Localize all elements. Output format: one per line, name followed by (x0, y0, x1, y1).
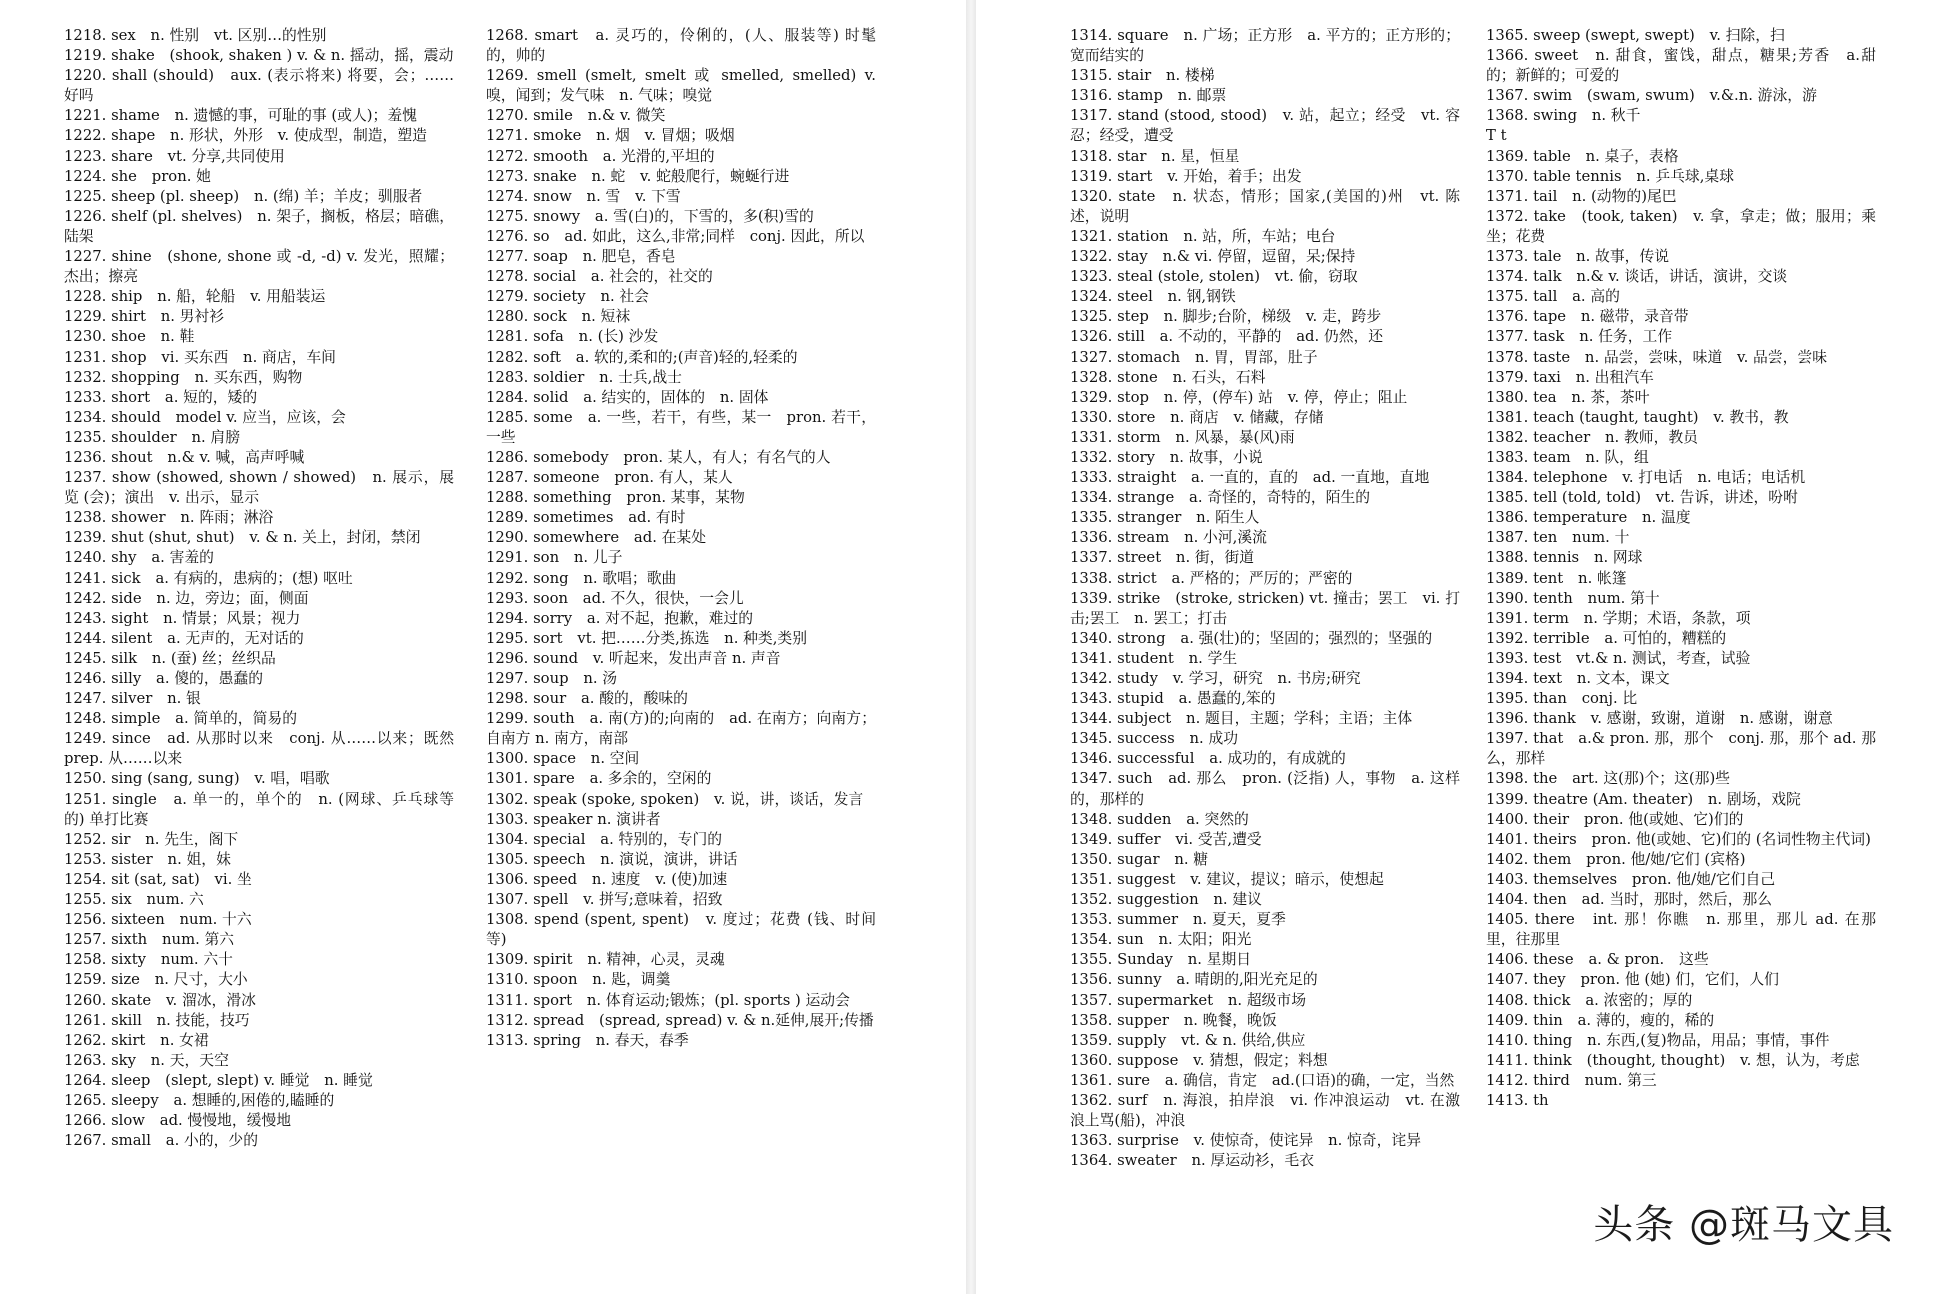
vocab-entry: 1388. tennis n. 网球 (1486, 549, 1643, 567)
vocab-entry: 1323. steal (stole, stolen) vt. 偷，窃取 (1070, 268, 1358, 286)
vocab-entry: 1293. soon ad. 不久，很快，一会儿 (486, 589, 744, 607)
vocab-entry: 1283. soldier n. 士兵,战士 (486, 368, 682, 386)
vocab-entry: 1236. shout n.& v. 喊，高声呼喊 (64, 448, 305, 466)
vocab-entry: 1332. story n. 故事，小说 (1070, 448, 1263, 466)
vocab-entry: 1363. surprise v. 使惊奇，使诧异 n. 惊奇，诧异 (1070, 1132, 1421, 1150)
vocab-entry: 1284. solid a. 结实的，固体的 n. 固体 (486, 388, 769, 406)
vocab-entry: 1349. suffer vi. 受苦,遭受 (1070, 830, 1262, 848)
vocab-entry: 1229. shirt n. 男衬衫 (64, 308, 225, 326)
vocab-entry: 1389. tent n. 帐篷 (1486, 569, 1627, 587)
vocab-entry: 1324. steel n. 钢,钢铁 (1070, 288, 1236, 306)
vocab-entry: 1406. these a. & pron. 这些 (1486, 951, 1709, 969)
vocab-entry: 1313. spring n. 春天，春季 (486, 1031, 689, 1049)
vocab-entry: 1351. suggest v. 建议，提议；暗示，使想起 (1070, 870, 1384, 888)
vocab-entry: 1402. them pron. 他/她/它们 (宾格) (1486, 850, 1746, 868)
vocab-entry: 1353. summer n. 夏天，夏季 (1070, 911, 1286, 929)
vocab-entry: 1264. sleep (slept, slept) v. 睡觉 n. 睡觉 (64, 1071, 373, 1089)
vocab-entry: 1278. social a. 社会的，社交的 (486, 268, 713, 286)
vocab-entry: 1271. smoke n. 烟 v. 冒烟；吸烟 (486, 127, 735, 145)
vocab-entry: 1301. spare a. 多余的，空闲的 (486, 770, 712, 788)
vocab-entry: 1286. somebody pron. 某人，有人；有名气的人 (486, 448, 831, 466)
vocab-entry: 1295. sort vt. 把……分类,拣选 n. 种类,类别 (486, 629, 808, 647)
vocab-entry: 1274. snow n. 雪 v. 下雪 (486, 187, 681, 205)
vocab-entry: 1344. subject n. 题目，主题；学科；主语；主体 (1070, 710, 1413, 728)
vocab-entry: 1360. suppose v. 猜想，假定；料想 (1070, 1051, 1328, 1069)
vocab-entry: 1390. tenth num. 第十 (1486, 589, 1660, 607)
vocab-entry: 1374. talk n.& v. 谈话，讲话，演讲，交谈 (1486, 268, 1788, 286)
vocab-entry: 1339. strike (stroke, stricken) vt. 撞击；罢工 vi. 打击;罢工 n. 罢工；打击 (1070, 589, 1460, 627)
vocab-entry: 1350. sugar n. 糖 (1070, 850, 1209, 868)
vocab-entry: 1239. shut (shut, shut) v. & n. 关上，封闭，禁闭 (64, 529, 421, 547)
vocab-entry: 1368. swing n. 秋千 (1486, 107, 1641, 125)
vocab-entry: 1329. stop n. 停，(停车) 站 v. 停，停止；阻止 (1070, 388, 1408, 406)
vocab-entry: 1337. street n. 街，街道 (1070, 549, 1255, 567)
vocab-entry: 1314. square n. 广场；正方形 a. 平方的；正方形的；宽而结实的 (1070, 27, 1460, 65)
vocab-entry: 1273. snake n. 蛇 v. 蛇般爬行，蜿蜒行进 (486, 167, 790, 185)
vocab-entry: 1328. stone n. 石头，石料 (1070, 368, 1266, 386)
vocab-entry: 1220. shall (should) aux. (表示将来) 将要，会；……好吗 (64, 67, 454, 105)
vocab-entry: 1262. skirt n. 女裙 (64, 1031, 209, 1049)
vocab-entry: 1379. taxi n. 出租汽车 (1486, 368, 1654, 386)
vocab-entry: 1391. term n. 学期；术语，条款，项 (1486, 609, 1751, 627)
vocab-entry: 1279. society n. 社会 (486, 288, 649, 306)
vocab-entry: 1394. text n. 文本，课文 (1486, 670, 1670, 687)
vocab-entry: 1260. skate v. 溜冰，滑冰 (64, 991, 256, 1009)
vocab-entry: 1231. shop vi. 买东西 n. 商店，车间 (64, 348, 336, 366)
vocab-entry: 1266. slow ad. 慢慢地，缓慢地 (64, 1112, 292, 1130)
vocab-entry: 1326. still a. 不动的，平静的 ad. 仍然，还 (1070, 328, 1384, 346)
vocab-entry: 1316. stamp n. 邮票 (1070, 87, 1227, 105)
vocab-entry: 1408. thick a. 浓密的；厚的 (1486, 991, 1693, 1009)
vocab-entry: 1384. telephone v. 打电话 n. 电话；电话机 (1486, 469, 1806, 487)
vocab-entry: 1233. short a. 短的，矮的 (64, 388, 258, 406)
vocab-entry: 1365. sweep (swept, swept) v. 扫除，扫 (1486, 27, 1785, 44)
vocab-entry: 1330. store n. 商店 v. 储藏，存储 (1070, 408, 1324, 426)
vocab-entry: 1298. sour a. 酸的，酸味的 (486, 690, 688, 708)
vocab-entry: 1352. suggestion n. 建议 (1070, 891, 1262, 909)
right-page-column-1 (1070, 26, 1460, 1171)
vocab-entry: 1258. sixty num. 六十 (64, 951, 233, 969)
vocab-entry: 1398. the art. 这(那)个；这(那)些 (1486, 770, 1731, 788)
vocab-entry: 1270. smile n.& v. 微笑 (486, 107, 666, 125)
page-gutter (966, 0, 976, 1294)
vocab-entry: 1306. speed n. 速度 v. (使)加速 (486, 870, 728, 888)
vocab-entry: 1362. surf n. 海浪，拍岸浪 vi. 作冲浪运动 vt. 在激浪上骂(船)，冲浪 (1070, 1091, 1460, 1130)
vocab-entry: 1303. speaker n. 演讲者 (486, 810, 661, 828)
vocab-entry: 1281. sofa n. (长) 沙发 (486, 328, 659, 346)
vocab-entry: 1399. theatre (Am. theater) n. 剧场，戏院 (1486, 790, 1801, 808)
vocab-entry: 1315. stair n. 楼梯 (1070, 67, 1215, 85)
vocab-entry: 1356. sunny a. 晴朗的,阳光充足的 (1070, 971, 1318, 989)
vocab-entry: 1256. sixteen num. 十六 (64, 911, 252, 929)
vocab-entry: 1261. skill n. 技能，技巧 (64, 1011, 250, 1029)
vocab-entry: 1228. ship n. 船，轮船 v. 用船装运 (64, 288, 326, 306)
vocab-entry: 1291. son n. 儿子 (486, 549, 623, 567)
vocab-entry: 1312. spread (spread, spread) v. & n.延伸,展开;传播 (486, 1011, 874, 1029)
vocab-entry: 1282. soft a. 软的,柔和的;(声音)轻的,轻柔的 (486, 348, 798, 366)
vocab-entry: 1403. themselves pron. 他/她/它们自己 (1486, 870, 1776, 888)
vocab-entry: 1230. shoe n. 鞋 (64, 328, 195, 346)
vocab-entry: 1224. she pron. 她 (64, 167, 211, 185)
vocab-entry: 1364. sweater n. 厚运动衫，毛衣 (1070, 1152, 1314, 1170)
vocab-entry: 1407. they pron. 他 (她) 们，它们，人们 (1486, 971, 1779, 989)
vocab-entry: 1254. sit (sat, sat) vi. 坐 (64, 870, 252, 888)
vocab-entry: 1385. tell (told, told) vt. 告诉，讲述，吩咐 (1486, 489, 1798, 507)
vocab-entry: 1309. spirit n. 精神，心灵，灵魂 (486, 951, 725, 969)
vocab-entry: 1296. sound v. 听起来，发出声音 n. 声音 (486, 649, 781, 667)
vocab-entry: 1305. speech n. 演说，演讲，讲话 (486, 850, 738, 868)
vocab-entry: 1310. spoon n. 匙，调羹 (486, 971, 671, 989)
vocab-entry: 1287. someone pron. 有人，某人 (486, 469, 733, 487)
vocab-entry: 1333. straight a. 一直的，直的 ad. 一直地，直地 (1070, 469, 1430, 487)
vocab-entry: 1320. state n. 状态，情形；国家,(美国的)州 vt. 陈述，说明 (1070, 187, 1460, 225)
vocab-entry: 1342. study v. 学习，研究 n. 书房;研究 (1070, 670, 1361, 687)
vocab-entry: 1322. stay n.& vi. 停留，逗留，呆;保持 (1070, 248, 1356, 266)
left-page-column-1 (64, 26, 469, 1151)
vocab-entry: 1243. sight n. 情景；风景；视力 (64, 609, 301, 627)
vocab-entry: 1334. strange a. 奇怪的，奇特的，陌生的 (1070, 489, 1371, 507)
vocab-entry: 1276. so ad. 如此，这么,非常;同样 conj. 因此，所以 (486, 227, 865, 245)
vocab-entry: 1249. since ad. 从那时以来 conj. 从……以来；既然 prep. 从……以来 (64, 730, 469, 768)
vocab-entry: 1245. silk n. (蚕) 丝；丝织品 (64, 649, 276, 667)
vocab-entry: 1319. start v. 开始，着手；出发 (1070, 167, 1302, 185)
right-page (976, 0, 1936, 1294)
vocab-entry: 1411. think (thought, thought) v. 想，认为，考虑 (1486, 1051, 1860, 1069)
vocab-entry: 1340. strong a. 强(壮)的；坚固的；强烈的；坚强的 (1070, 629, 1433, 647)
vocab-entry: 1218. sex n. 性别 vt. 区别…的性别 (64, 27, 327, 44)
vocab-entry: 1318. star n. 星，恒星 (1070, 147, 1240, 165)
vocab-entry: 1357. supermarket n. 超级市场 (1070, 991, 1307, 1009)
vocab-entry: 1355. Sunday n. 星期日 (1070, 951, 1252, 969)
vocab-entry: 1373. tale n. 故事，传说 (1486, 248, 1670, 266)
vocab-entry: 1241. sick a. 有病的，患病的；(想) 呕吐 (64, 569, 353, 587)
vocab-entry: 1369. table n. 桌子，表格 (1486, 147, 1679, 165)
vocab-entry: 1232. shopping n. 买东西，购物 (64, 368, 303, 386)
vocab-entry: 1248. simple a. 简单的，简易的 (64, 710, 297, 728)
vocab-entry: 1348. sudden a. 突然的 (1070, 810, 1249, 828)
vocab-entry: 1325. step n. 脚步;台阶，梯级 v. 走，跨步 (1070, 308, 1382, 326)
vocab-entry: 1272. smooth a. 光滑的,平坦的 (486, 147, 715, 165)
vocab-entry: T t (1486, 127, 1507, 145)
vocab-entry: 1250. sing (sang, sung) v. 唱，唱歌 (64, 770, 330, 788)
vocab-entry: 1290. somewhere ad. 在某处 (486, 529, 707, 547)
vocab-entry: 1343. stupid a. 愚蠢的,笨的 (1070, 690, 1276, 708)
vocab-entry: 1227. shine (shone, shone 或 -d, -d) v. 发光，照耀；杰出；擦亮 (64, 248, 454, 286)
vocab-entry: 1382. teacher n. 教师，教员 (1486, 428, 1698, 446)
vocab-entry: 1409. thin a. 薄的，瘦的，稀的 (1486, 1011, 1715, 1029)
vocab-entry: 1397. that a.& pron. 那，那个 conj. 那，那个 ad. 那么，那样 (1486, 730, 1876, 768)
right-page-column-2 (1486, 26, 1876, 1111)
vocab-entry: 1383. team n. 队，组 (1486, 448, 1649, 466)
vocab-entry: 1302. speak (spoke, spoken) v. 说，讲，谈话，发言 (486, 790, 864, 808)
vocab-entry: 1367. swim (swam, swum) v.&.n. 游泳，游 (1486, 87, 1817, 105)
vocab-entry: 1386. temperature n. 温度 (1486, 509, 1691, 527)
vocab-entry: 1244. silent a. 无声的，无对话的 (64, 629, 304, 647)
vocab-entry: 1246. silly a. 傻的，愚蠢的 (64, 670, 264, 687)
vocab-entry: 1347. such ad. 那么 pron. (泛指) 人，事物 a. 这样的，那样的 (1070, 770, 1460, 808)
vocab-entry: 1412. third num. 第三 (1486, 1071, 1657, 1089)
vocab-entry: 1336. stream n. 小河,溪流 (1070, 529, 1267, 547)
vocab-entry: 1221. shame n. 遗憾的事，可耻的事 (或人)；羞愧 (64, 107, 417, 125)
left-page-column-2 (486, 26, 876, 1051)
vocab-entry: 1393. test vt.& n. 测试，考查，试验 (1486, 649, 1751, 667)
vocab-entry: 1404. then ad. 当时，那时，然后，那么 (1486, 891, 1773, 909)
vocab-entry: 1335. stranger n. 陌生人 (1070, 509, 1260, 527)
vocab-entry: 1308. spend (spent, spent) v. 度过；花费 (钱、时间等) (486, 911, 876, 949)
vocab-entry: 1304. special a. 特别的，专门的 (486, 830, 723, 848)
vocab-entry: 1240. shy a. 害羞的 (64, 549, 214, 567)
vocab-entry: 1277. soap n. 肥皂，香皂 (486, 248, 676, 266)
vocab-entry: 1321. station n. 站，所，车站；电台 (1070, 227, 1336, 245)
vocab-entry: 1366. sweet n. 甜食，蜜饯，甜点，糖果;芳香 a.甜的；新鲜的；可爱的 (1486, 47, 1876, 85)
vocab-entry: 1237. show (showed, shown / showed) n. 展示，展览 (会)；演出 v. 出示，显示 (64, 469, 454, 507)
vocab-entry: 1300. space n. 空间 (486, 750, 640, 768)
vocab-entry: 1252. sir n. 先生，阁下 (64, 830, 239, 848)
vocab-entry: 1372. take (took, taken) v. 拿，拿走；做；服用；乘坐；花费 (1486, 207, 1876, 245)
vocab-entry: 1288. something pron. 某事，某物 (486, 489, 745, 507)
vocab-entry: 1387. ten num. 十 (1486, 529, 1630, 547)
vocab-entry: 1269. smell (smelt, smelt 或 smelled, smelled) v. 嗅，闻到；发气味 n. 气味；嗅觉 (486, 67, 876, 105)
vocab-entry: 1263. sky n. 天，天空 (64, 1051, 229, 1069)
vocab-entry: 1289. sometimes ad. 有时 (486, 509, 686, 527)
vocab-entry: 1292. song n. 歌唱；歌曲 (486, 569, 677, 587)
vocab-entry: 1267. small a. 小的，少的 (64, 1132, 258, 1150)
vocab-entry: 1294. sorry a. 对不起，抱歉，难过的 (486, 609, 754, 627)
vocab-entry: 1380. tea n. 茶，茶叶 (1486, 388, 1650, 406)
vocab-entry: 1359. supply vt. & n. 供给,供应 (1070, 1031, 1306, 1049)
vocab-entry: 1285. some a. 一些，若干，有些，某一 pron. 若干，一些 (486, 408, 876, 446)
watermark: 头条 @斑马文具 (1587, 1193, 1900, 1250)
vocab-entry: 1341. student n. 学生 (1070, 649, 1238, 667)
vocab-entry: 1410. thing n. 东西,(复)物品，用品；事情，事件 (1486, 1031, 1830, 1049)
vocab-entry: 1257. sixth num. 第六 (64, 931, 235, 949)
vocab-entry: 1242. side n. 边，旁边；面，侧面 (64, 589, 309, 607)
vocab-entry: 1297. soup n. 汤 (486, 670, 618, 687)
vocab-entry: 1376. tape n. 磁带，录音带 (1486, 308, 1689, 326)
vocab-entry: 1401. theirs pron. 他(或她、它)们的 (名词性物主代词) (1486, 830, 1871, 848)
vocab-entry: 1311. sport n. 体育运动;锻炼；(pl. sports ) 运动会 (486, 991, 850, 1009)
vocab-entry: 1405. there int. 那！你瞧 n. 那里，那儿 ad. 在那里，往那里 (1486, 911, 1876, 949)
vocab-entry: 1400. their pron. 他(或她、它)们的 (1486, 810, 1744, 828)
vocab-entry: 1219. shake (shook, shaken ) v. & n. 摇动，摇，震动 (64, 47, 454, 65)
vocab-entry: 1255. six num. 六 (64, 891, 204, 909)
vocab-entry: 1377. task n. 任务，工作 (1486, 328, 1673, 346)
vocab-entry: 1413. th (1486, 1091, 1549, 1109)
vocab-entry: 1235. shoulder n. 肩膀 (64, 428, 240, 446)
vocab-entry: 1338. strict a. 严格的；严厉的；严密的 (1070, 569, 1353, 587)
vocab-entry: 1327. stomach n. 胃，胃部，肚子 (1070, 348, 1318, 366)
vocab-entry: 1345. success n. 成功 (1070, 730, 1239, 748)
vocab-entry: 1307. spell v. 拼写;意味着，招致 (486, 891, 723, 909)
vocab-entry: 1395. than conj. 比 (1486, 690, 1638, 708)
vocab-entry: 1223. share vt. 分享,共同使用 (64, 147, 285, 165)
vocab-entry: 1317. stand (stood, stood) v. 站，起立；经受 vt. 容忍；经受，遭受 (1070, 107, 1460, 145)
vocab-entry: 1251. single a. 单一的，单个的 n. (网球、乒乓球等的) 单打比赛 (64, 790, 454, 828)
vocab-entry: 1265. sleepy a. 想睡的,困倦的,瞌睡的 (64, 1091, 335, 1109)
left-page (0, 0, 966, 1294)
vocab-entry: 1253. sister n. 姐，妹 (64, 850, 231, 868)
vocab-entry: 1280. sock n. 短袜 (486, 308, 631, 326)
vocab-entry: 1381. teach (taught, taught) v. 教书，教 (1486, 408, 1789, 426)
vocab-entry: 1238. shower n. 阵雨；淋浴 (64, 509, 274, 527)
vocab-entry: 1375. tall a. 高的 (1486, 288, 1620, 306)
vocab-entry: 1378. taste n. 品尝，尝味，味道 v. 品尝，尝味 (1486, 348, 1828, 366)
vocab-entry: 1247. silver n. 银 (64, 690, 201, 708)
vocab-entry: 1268. smart a. 灵巧的，伶俐的，(人、服装等) 时髦的，帅的 (486, 27, 876, 65)
vocab-entry: 1275. snowy a. 雪(白)的，下雪的，多(积)雪的 (486, 207, 814, 225)
vocab-entry: 1234. should model v. 应当，应该，会 (64, 408, 346, 426)
vocab-entry: 1259. size n. 尺寸，大小 (64, 971, 248, 989)
vocab-entry: 1354. sun n. 太阳；阳光 (1070, 931, 1252, 949)
vocab-entry: 1222. shape n. 形状，外形 v. 使成型，制造，塑造 (64, 127, 427, 145)
vocab-entry: 1346. successful a. 成功的，有成就的 (1070, 750, 1346, 768)
vocab-entry: 1331. storm n. 风暴，暴(风)雨 (1070, 428, 1295, 446)
vocab-entry: 1226. shelf (pl. shelves) n. 架子，搁板，格层；暗礁，陆架 (64, 207, 454, 245)
vocab-entry: 1370. table tennis n. 乒乓球,桌球 (1486, 167, 1735, 185)
vocab-entry: 1392. terrible a. 可怕的，糟糕的 (1486, 629, 1727, 647)
vocab-entry: 1396. thank v. 感谢，致谢，道谢 n. 感谢，谢意 (1486, 710, 1833, 728)
vocab-entry: 1225. sheep (pl. sheep) n. (绵) 羊；羊皮；驯服者 (64, 187, 423, 205)
vocab-entry: 1358. supper n. 晚餐，晚饭 (1070, 1011, 1277, 1029)
vocab-entry: 1371. tail n. (动物的)尾巴 (1486, 187, 1677, 205)
vocab-entry: 1299. south a. 南(方)的;向南的 ad. 在南方；向南方；自南方 n. 南方，南部 (486, 710, 876, 748)
vocab-entry: 1361. sure a. 确信，肯定 ad.(口语)的确，一定，当然 (1070, 1071, 1455, 1089)
